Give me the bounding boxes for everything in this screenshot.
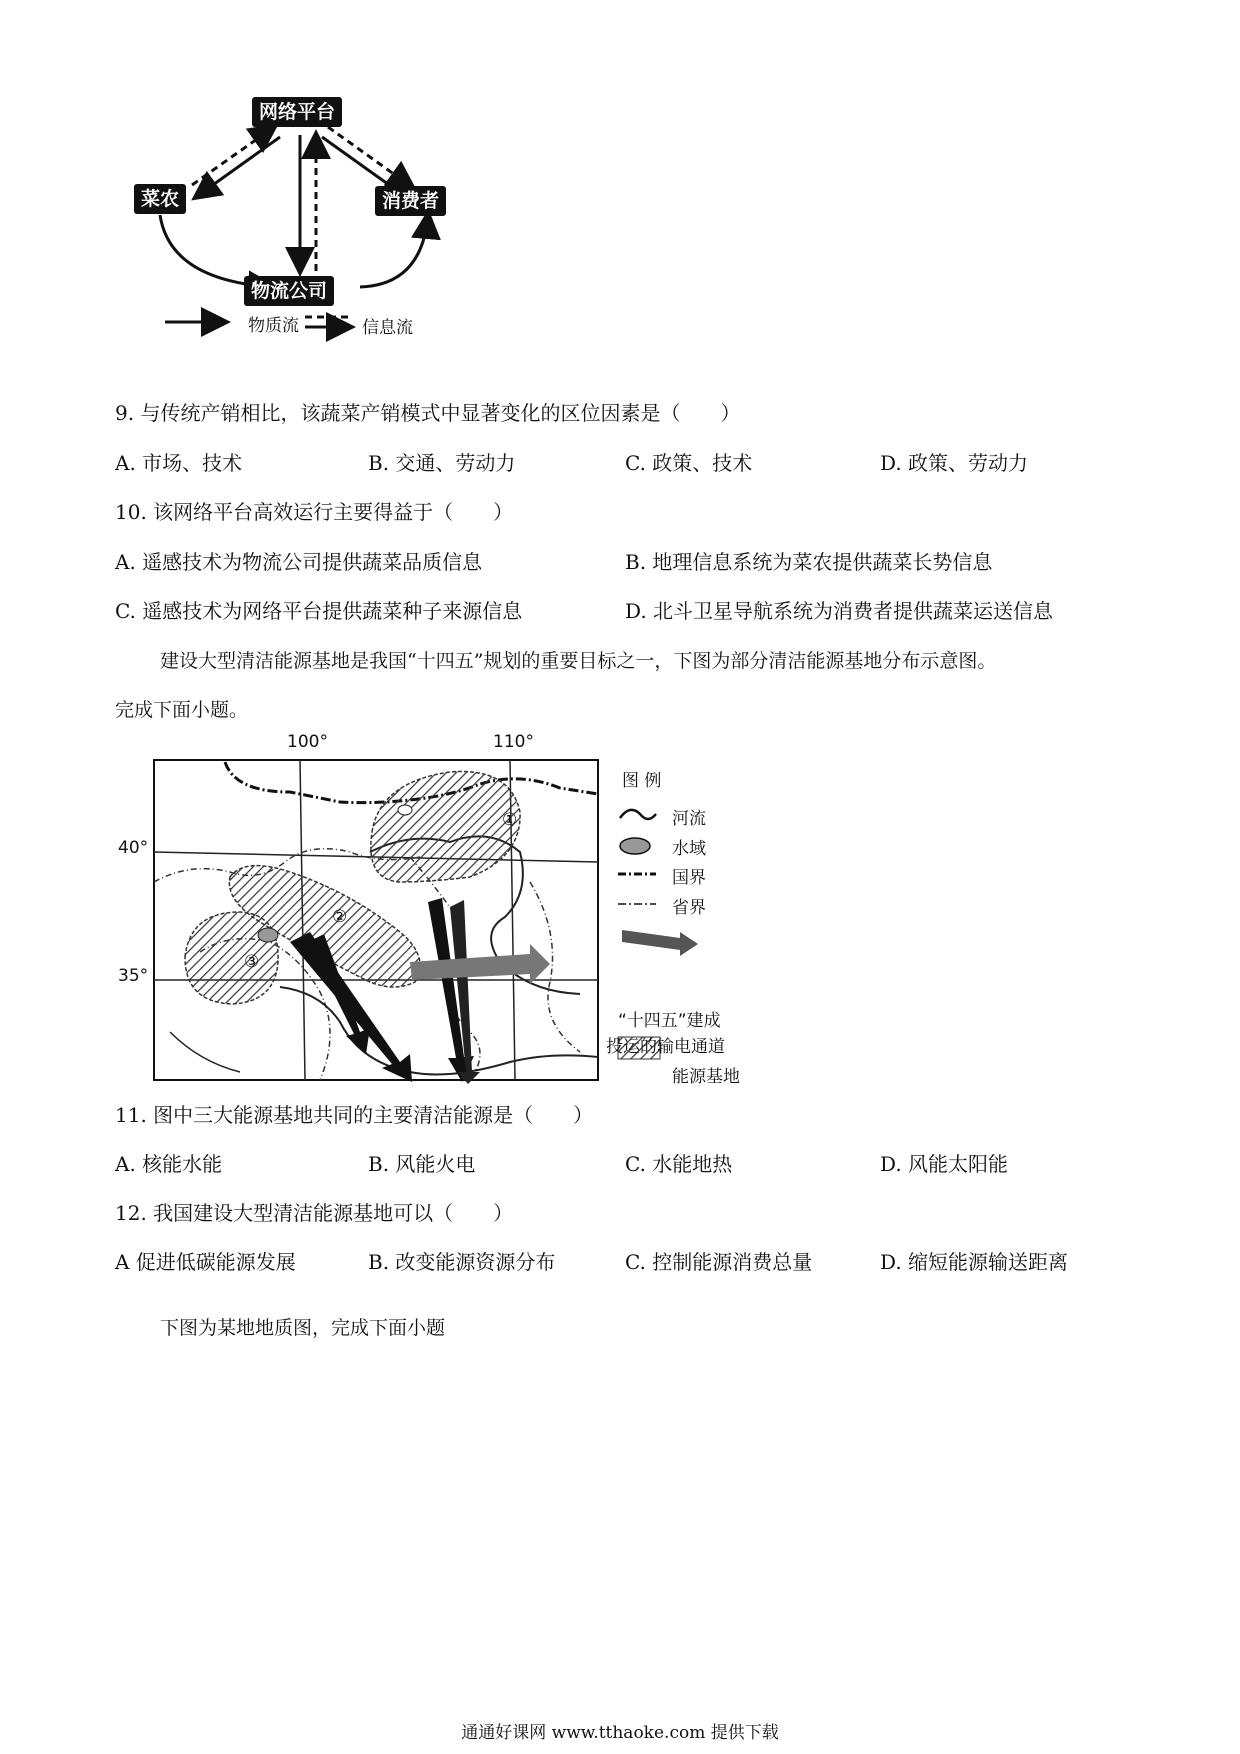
flow-diagram-arrows (130, 95, 510, 385)
q9-stem: 9. 与传统产销相比，该蔬菜产销模式中显著变化的区位因素是（ ） (115, 401, 741, 425)
flow-diagram (130, 95, 510, 385)
q11-stem: 11. 图中三大能源基地共同的主要清洁能源是（ ） (115, 1103, 594, 1127)
q10-option-b: B. 地理信息系统为菜农提供蔬菜长势信息 (625, 550, 993, 574)
map-legend-base: 能源基地 (672, 1067, 740, 1087)
map-lon-100: 100° (287, 732, 328, 752)
energy-map (110, 732, 750, 1092)
q12-option-b: B. 改变能源资源分布 (368, 1250, 556, 1274)
q9-option-c: C. 政策、技术 (625, 451, 753, 475)
map-base-1: ① (502, 810, 518, 830)
page-footer: 通通好课网 www.tthaoke.com 提供下载 (461, 1723, 779, 1743)
q12-option-c: C. 控制能源消费总量 (625, 1250, 813, 1274)
q10-option-d: D. 北斗卫星导航系统为消费者提供蔬菜运送信息 (625, 599, 1054, 623)
node-farmer: 菜农 (134, 184, 186, 214)
intro-energy-line1: 建设大型清洁能源基地是我国“十四五”规划的重要目标之一，下图为部分清洁能源基地分布示意图。 (160, 650, 997, 672)
map-legend-province: 省界 (672, 898, 706, 918)
q12-stem: 12. 我国建设大型清洁能源基地可以（ ） (115, 1201, 514, 1225)
map-base-3: ③ (244, 952, 260, 972)
map-legend-channel-1: “十四五”建成 (618, 1011, 721, 1031)
map-lat-35: 35° (118, 966, 149, 986)
q10-option-c: C. 遥感技术为网络平台提供蔬菜种子来源信息 (115, 599, 523, 623)
q10-stem: 10. 该网络平台高效运行主要得益于（ ） (115, 500, 514, 524)
q11-option-b: B. 风能火电 (368, 1152, 476, 1176)
map-legend-river: 河流 (672, 809, 706, 829)
legend-info-flow: 信息流 (362, 318, 413, 338)
map-lon-110: 110° (493, 732, 534, 752)
q9-option-b: B. 交通、劳动力 (368, 451, 516, 475)
legend-material-flow: 物质流 (248, 316, 299, 336)
node-logistics: 物流公司 (244, 276, 334, 306)
q10-option-a: A. 遥感技术为物流公司提供蔬菜品质信息 (115, 550, 483, 574)
map-legend-water: 水域 (672, 839, 706, 859)
node-consumer: 消费者 (375, 186, 446, 216)
q9-option-d: D. 政策、劳动力 (880, 451, 1029, 475)
q12-option-a: A 促进低碳能源发展 (115, 1250, 296, 1274)
node-platform: 网络平台 (252, 97, 342, 127)
map-base-2: ② (332, 907, 348, 927)
map-legend-title: 图 例 (622, 771, 662, 791)
q9-option-a: A. 市场、技术 (115, 451, 243, 475)
q12-option-d: D. 缩短能源输送距离 (880, 1250, 1069, 1274)
q11-option-a: A. 核能水能 (115, 1152, 223, 1176)
map-lat-40: 40° (118, 838, 149, 858)
intro-geology: 下图为某地地质图，完成下面小题 (160, 1317, 446, 1339)
q11-option-c: C. 水能地热 (625, 1152, 733, 1176)
map-legend-channel-2: 投运的输电通道 (606, 1037, 725, 1057)
intro-energy-line2: 完成下面小题。 (115, 699, 249, 721)
map-legend-border: 国界 (672, 868, 706, 888)
q11-option-d: D. 风能太阳能 (880, 1152, 1009, 1176)
